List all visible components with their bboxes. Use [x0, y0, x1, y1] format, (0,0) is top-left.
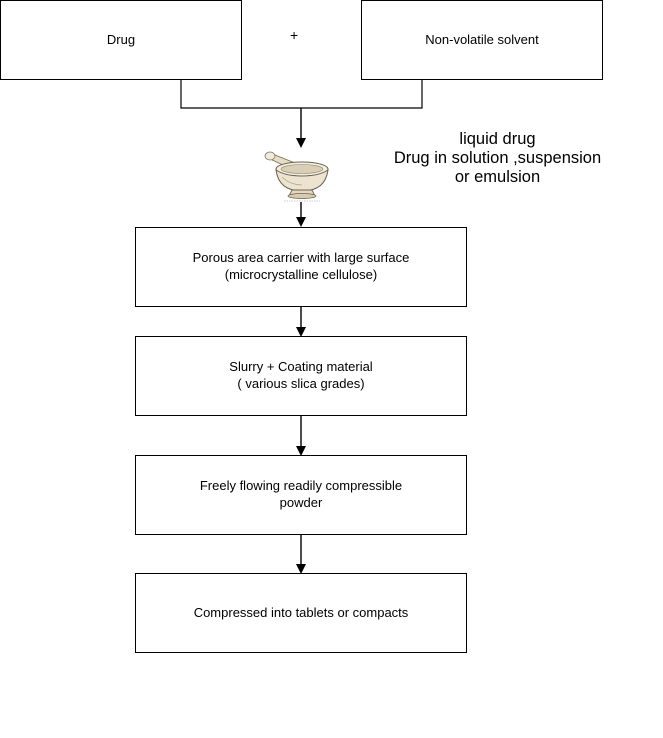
step-3-line-2: powder	[279, 495, 323, 510]
liquid-drug-form: Drug in solution ,suspension	[393, 149, 602, 167]
step-1-line-2: (microcrystalline cellulose)	[224, 267, 378, 282]
liquid-drug-note	[340, 130, 655, 187]
mortar-and-pestle-icon	[262, 147, 338, 203]
liquid-drug-form-cont: or emulsion	[454, 168, 541, 186]
step-4-line-1: Compressed into tablets or compacts	[193, 604, 409, 620]
solvent-box	[361, 0, 603, 80]
step-box-free-flowing-powder	[135, 455, 467, 535]
step-2-line-2: ( various slica grades)	[237, 376, 365, 391]
step-box-slurry-coating	[135, 336, 467, 416]
drug-box	[0, 0, 242, 80]
step-box-porous-carrier	[135, 227, 467, 307]
step-3-line-1: Freely flowing readily compressible	[199, 478, 403, 494]
input-merge-bracket	[181, 79, 422, 108]
step-box-compression	[135, 573, 467, 653]
solvent-label: Non-volatile solvent	[425, 31, 539, 47]
step-2-line-1: Slurry + Coating material	[229, 359, 373, 375]
drug-label: Drug	[106, 31, 136, 47]
step-1-line-1: Porous area carrier with large surface	[192, 250, 410, 266]
plus-sign: +	[290, 27, 299, 43]
liquid-drug-title: liquid drug	[459, 130, 536, 148]
